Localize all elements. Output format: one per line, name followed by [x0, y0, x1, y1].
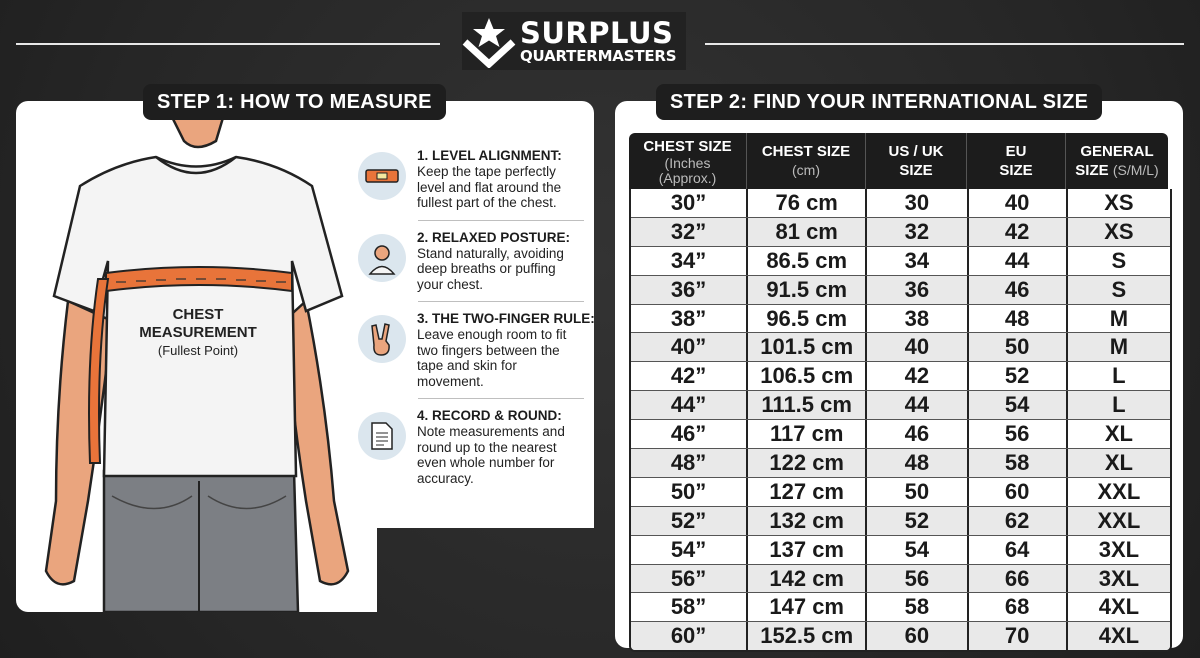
cell-chest-cm: 137 cm [746, 536, 865, 564]
cell-chest-inches: 48” [670, 450, 707, 476]
header-label: EU [1005, 143, 1027, 160]
tip-body: Keep the tape perfectly level and flat around the fullest part of the chest. [417, 164, 562, 210]
table-row [631, 390, 1170, 419]
measuring-tips [358, 148, 595, 486]
cell-eu-size: 58 [967, 449, 1066, 477]
cell-chest-cm: 117 cm [746, 420, 865, 448]
cell-chest-inches: 52” [670, 507, 707, 533]
cell-chest-inches: 54” [670, 536, 707, 562]
header-general [1066, 133, 1168, 189]
brand-logo [462, 12, 686, 70]
cell-chest-cm: 132 cm [746, 507, 865, 535]
step2-label: STEP 2: FIND YOUR INTERNATIONAL SIZE [656, 84, 1102, 120]
cell-general-size: S [1066, 247, 1170, 275]
table-row [631, 189, 1170, 217]
header-chest-cm [747, 133, 865, 189]
cell-us-uk-size: 48 [865, 449, 966, 477]
divider [418, 220, 584, 221]
cell-eu-size: 50 [967, 333, 1066, 361]
table-row [631, 304, 1170, 333]
cell-general-size: XL [1066, 420, 1170, 448]
cell-chest-cm: 147 cm [746, 593, 865, 621]
table-row [631, 275, 1170, 304]
level-tool-icon [358, 152, 406, 200]
cell-eu-size: 62 [967, 507, 1066, 535]
table-row [631, 419, 1170, 448]
cell-general-size: XXL [1066, 507, 1170, 535]
cell-chest-inches: 36” [670, 276, 707, 302]
cell-us-uk-size: 40 [865, 333, 966, 361]
two-finger-hand-icon [358, 315, 406, 363]
table-row [631, 361, 1170, 390]
cell-general-size: M [1066, 333, 1170, 361]
table-row [631, 592, 1170, 621]
cell-chest-inches: 46” [670, 421, 707, 447]
cell-eu-size: 46 [967, 276, 1066, 304]
table-row [631, 477, 1170, 506]
cell-eu-size: 52 [967, 362, 1066, 390]
tip-record-round [358, 408, 584, 486]
person-tshirt-illustration [16, 101, 376, 612]
cell-general-size: S [1066, 276, 1170, 304]
cell-chest-cm: 122 cm [746, 449, 865, 477]
header-label: SIZE [999, 162, 1033, 179]
cell-general-size: M [1066, 305, 1170, 333]
tip-level-alignment [358, 148, 584, 211]
cell-us-uk-size: 54 [865, 536, 966, 564]
cell-chest-inches: 34” [670, 247, 707, 273]
header-label: SIZE [1075, 162, 1109, 179]
header-eu [967, 133, 1065, 189]
header-label: CHEST SIZE [761, 143, 851, 160]
cell-eu-size: 60 [967, 478, 1066, 506]
cell-chest-inches: 60” [670, 623, 707, 649]
header-label: SIZE [899, 162, 933, 179]
cell-general-size: L [1066, 362, 1170, 390]
table-row [631, 448, 1170, 477]
table-row [631, 535, 1170, 564]
cell-chest-inches: 50” [670, 478, 707, 504]
cell-eu-size: 42 [967, 218, 1066, 246]
step1-label: STEP 1: HOW TO MEASURE [143, 84, 446, 120]
cell-general-size: 3XL [1066, 536, 1170, 564]
cell-chest-cm: 91.5 cm [746, 276, 865, 304]
cell-eu-size: 48 [967, 305, 1066, 333]
document-icon [358, 412, 406, 460]
header-sub: (S/M/L) [1112, 162, 1159, 178]
cell-general-size: 4XL [1066, 593, 1170, 621]
table-row [631, 506, 1170, 535]
header-divider [966, 133, 967, 189]
cell-chest-inches: 44” [670, 392, 707, 418]
header-rule-left [16, 43, 440, 45]
cell-chest-cm: 81 cm [746, 218, 865, 246]
header-sub: (Approx.) [658, 169, 717, 186]
cell-us-uk-size: 56 [865, 565, 966, 593]
cell-chest-cm: 101.5 cm [746, 333, 865, 361]
table-row [631, 246, 1170, 275]
size-table-body [629, 189, 1172, 652]
header-chest-inches [629, 133, 746, 189]
cell-chest-cm: 76 cm [746, 189, 865, 217]
cell-us-uk-size: 44 [865, 391, 966, 419]
tip-body: Stand naturally, avoiding deep breaths or puffing your chest. [417, 245, 564, 292]
tip-title: 1. LEVEL ALIGNMENT: [417, 148, 562, 163]
chest-label-line2: MEASUREMENT [139, 324, 257, 341]
cell-chest-cm: 86.5 cm [746, 247, 865, 275]
cell-chest-cm: 152.5 cm [746, 622, 865, 650]
cell-us-uk-size: 38 [865, 305, 966, 333]
cell-us-uk-size: 34 [865, 247, 966, 275]
cell-eu-size: 44 [967, 247, 1066, 275]
header-divider [865, 133, 866, 189]
tip-relaxed-posture [358, 230, 584, 293]
brand-name-line1: SURPLUS [520, 15, 674, 50]
cell-us-uk-size: 60 [865, 622, 966, 650]
table-row [631, 217, 1170, 246]
divider [418, 398, 584, 399]
tip-title: 2. RELAXED POSTURE: [417, 229, 571, 245]
cell-general-size: XXL [1066, 478, 1170, 506]
cell-general-size: XL [1066, 449, 1170, 477]
header-label: US / UK [888, 143, 944, 160]
cell-chest-cm: 106.5 cm [746, 362, 865, 390]
header-label: CHEST SIZE [643, 137, 732, 155]
cell-us-uk-size: 46 [865, 420, 966, 448]
cell-chest-inches: 42” [670, 363, 707, 389]
cell-us-uk-size: 32 [865, 218, 966, 246]
cell-chest-cm: 111.5 cm [746, 391, 865, 419]
star-chevron-icon [462, 14, 516, 68]
tip-two-finger-rule [358, 311, 595, 389]
chest-label-line3: (Fullest Point) [157, 343, 239, 358]
cell-eu-size: 66 [967, 565, 1066, 593]
cell-chest-cm: 127 cm [746, 478, 865, 506]
cell-general-size: XS [1066, 218, 1170, 246]
cell-chest-cm: 142 cm [746, 565, 865, 593]
divider [418, 301, 584, 302]
chest-label-line1: CHEST [172, 306, 224, 323]
person-icon [358, 234, 406, 282]
table-row [631, 621, 1170, 650]
tip-body: Leave enough room to fit two fingers between the tape and skin for movement. [417, 327, 567, 389]
cell-us-uk-size: 52 [865, 507, 966, 535]
header-sub: (Inches [664, 154, 711, 171]
cell-eu-size: 70 [967, 622, 1066, 650]
cell-general-size: 4XL [1066, 622, 1170, 650]
header-rule-right [705, 43, 1184, 45]
header-divider [746, 133, 747, 189]
cell-chest-inches: 40” [670, 334, 707, 360]
cell-general-size: 3XL [1066, 565, 1170, 593]
cell-us-uk-size: 58 [865, 593, 966, 621]
cell-eu-size: 64 [967, 536, 1066, 564]
cell-us-uk-size: 36 [865, 276, 966, 304]
tip-title: 3. THE TWO-FINGER RULE: [417, 311, 595, 326]
header-divider [1065, 133, 1066, 189]
cell-chest-inches: 56” [670, 565, 707, 591]
cell-chest-inches: 32” [670, 218, 707, 244]
header-sub: (cm) [792, 162, 820, 178]
cell-general-size: L [1066, 391, 1170, 419]
cell-chest-inches: 38” [670, 305, 707, 331]
table-row [631, 332, 1170, 361]
header-us-uk [866, 133, 966, 189]
cell-eu-size: 56 [967, 420, 1066, 448]
cell-general-size: XS [1066, 189, 1170, 217]
cell-us-uk-size: 30 [865, 189, 966, 217]
cell-us-uk-size: 42 [865, 362, 966, 390]
table-row [631, 564, 1170, 593]
tip-body: Note measurements and round up to the nearest even whole number for accuracy. [417, 424, 565, 486]
header-label: GENERAL [1080, 143, 1154, 160]
cell-chest-inches: 30” [670, 190, 707, 215]
tip-title: 4. RECORD & ROUND: [417, 408, 562, 423]
cell-chest-cm: 96.5 cm [746, 305, 865, 333]
cell-eu-size: 40 [967, 189, 1066, 217]
cell-eu-size: 68 [967, 593, 1066, 621]
cell-chest-inches: 58” [670, 594, 707, 620]
cell-us-uk-size: 50 [865, 478, 966, 506]
cell-eu-size: 54 [967, 391, 1066, 419]
brand-name-line2: QUARTERMASTERS [520, 46, 677, 65]
